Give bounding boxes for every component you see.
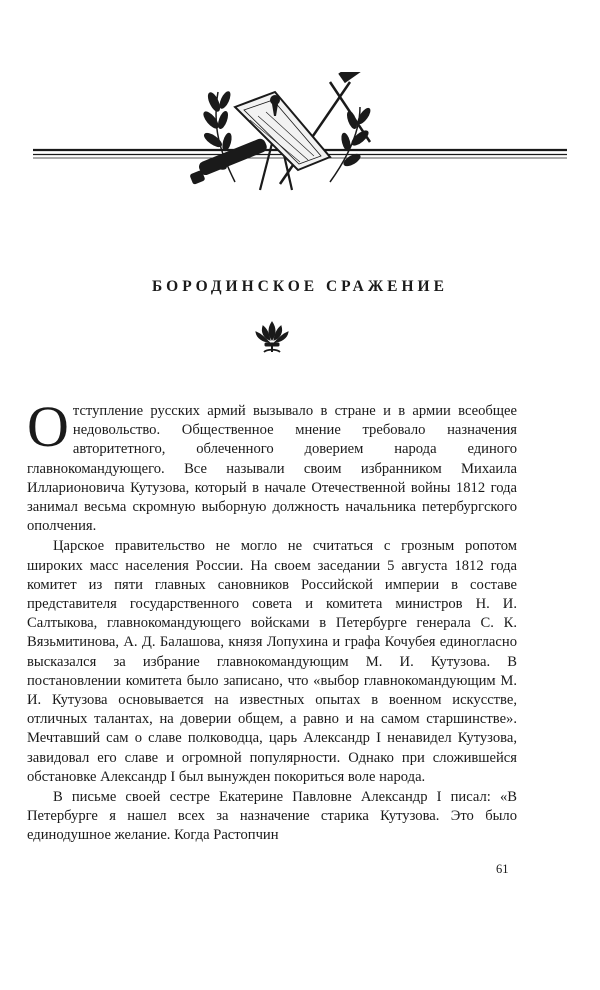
paragraph-3: В письме своей сестре Екатерине Павловне Александр I писал: «В Петербурге я нашел всех за назначение старика Кутузова. Это было единодушное желание. Когда Растопчин (27, 789, 517, 844)
paragraph-1-text: тступление русских армий вызывало в стране и в армии всеобщее недовольство. Общественное мнение требовало назначения авторитетного, облеченного доверием народа единого главнокомандующего. Все называли своим избранником Михаила Илларионовича Кутузова, который в начале Отечественной войны 1812 года занимал весьма скромную выборную должность начальника петербургского ополчения. (27, 403, 517, 535)
laurel-branch-right (330, 107, 372, 182)
page-number: 61 (496, 862, 509, 876)
paragraph-1 (27, 394, 517, 536)
chapter-title: БОРОДИНСКОЕ СРАЖЕНИЕ (152, 278, 448, 295)
floral-ornament-icon (251, 316, 293, 356)
headpiece-vignette (30, 72, 570, 202)
paragraph-2: Царское правительство не могло не считаться с грозным ропотом широких масс населения России. На своем заседании 5 августа 1812 года комитет из пяти главных сановников Российской империи в составе представителя государственного совета и комитета министров Н. И. Салтыкова, главнокомандующего войсками в Петербурге генерала С. К. Вязьмитинова, А. Д. Балашова, князя Лопухина и графа Кочубея единогласно высказался за избрание главнокомандующим М. И. Кутузова. В постановлении комитета было записано, что «выбор главнокомандующим М. И. Кутузова основывается на известных опытах в военном искусстве, отличных талантах, на доверии общем, а равно и на самом старшинстве». Мечтавший сам о славе полководца, царь Александр I ненавидел Кутузова, завидовал его славе и огромной популярности. Однако при сложившейся обстановке Александр I был вынужден покориться воле народа. (27, 538, 517, 785)
drop-cap: О (27, 394, 69, 459)
body-text (27, 394, 517, 846)
